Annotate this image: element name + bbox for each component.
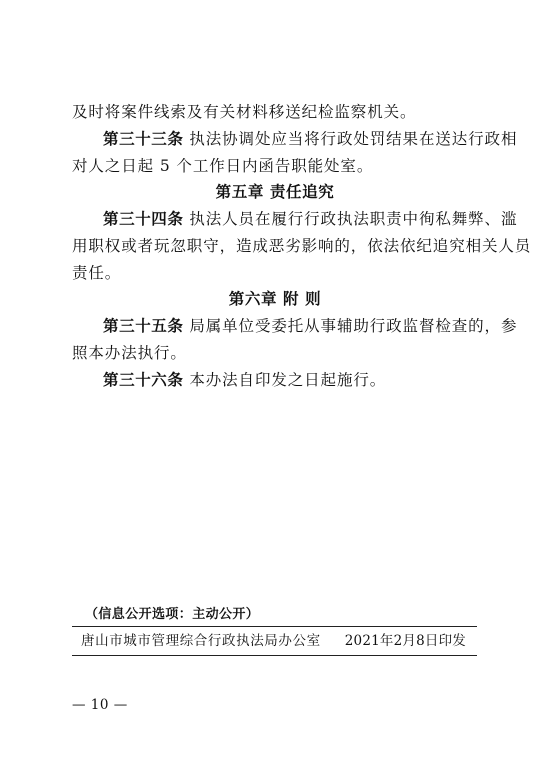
article-34-text: 执法人员在履行行政执法职责中徇私舞弊、滥: [189, 210, 518, 228]
article-36-line-1: [103, 370, 513, 390]
article-35-heading: 第三十五条: [103, 317, 184, 335]
chapter-5-heading: 第五章 责任追究: [215, 183, 335, 201]
article-34-line-1: [103, 209, 518, 229]
page-number: — 10 —: [72, 697, 128, 713]
article-34-line-2: 用职权或者玩忽职守，造成恶劣影响的，依法依纪追究相关人员: [72, 237, 532, 255]
issuing-office: 唐山市城市管理综合行政执法局办公室: [81, 633, 321, 649]
article-35-line-1: [103, 316, 518, 336]
article-34-heading: 第三十四条: [103, 210, 184, 228]
chapter-6-heading: 第六章 附 则: [228, 290, 322, 308]
article-35-line-2: 照本办法执行。: [72, 344, 187, 362]
disclosure-option: （信息公开选项：主动公开）: [85, 607, 260, 622]
article-33-line-2: 对人之日起 5 个工作日内函告职能处室。: [72, 157, 374, 175]
article-36-text: 本办法自印发之日起施行。: [189, 371, 387, 389]
article-33-text: 执法协调处应当将行政处罚结果在送达行政相: [189, 130, 518, 148]
footer-top-rule: [72, 626, 477, 627]
article-34-line-3: 责任。: [72, 264, 122, 282]
issue-date: 2021年2月8日印发: [344, 633, 466, 649]
article-33-heading: 第三十三条: [103, 130, 184, 148]
body-line: 及时将案件线索及有关材料移送纪检监察机关。: [72, 103, 417, 121]
article-35-text: 局属单位受委托从事辅助行政监督检查的，参: [189, 317, 518, 335]
footer-bottom-rule: [72, 655, 477, 656]
article-36-heading: 第三十六条: [103, 371, 184, 389]
article-33-line-1: [103, 129, 518, 149]
